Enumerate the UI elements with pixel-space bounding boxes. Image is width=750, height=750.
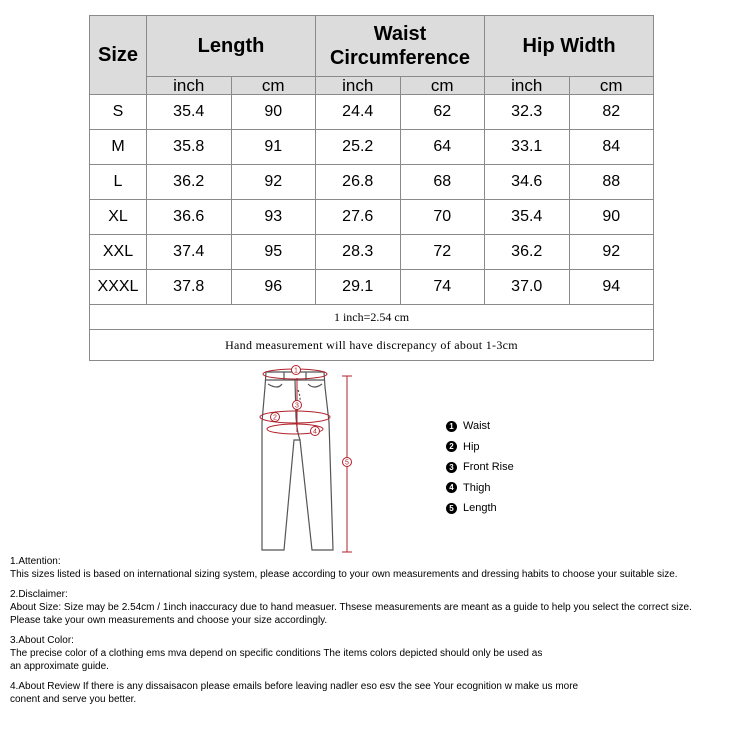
measurement-note: Hand measurement will have discrepancy of about 1-3cm	[90, 330, 654, 361]
note-title: 1.Attention:	[10, 556, 61, 567]
marker-5-icon	[343, 458, 352, 467]
pants-measurement-diagram	[240, 362, 370, 557]
waist-cm-cell: 70	[400, 200, 485, 235]
legend-item-thigh	[446, 478, 586, 499]
legend-label: Length	[463, 502, 497, 515]
size-chart-table	[89, 15, 654, 361]
table-row	[90, 165, 654, 200]
length-inch-cell: 35.4	[147, 95, 232, 130]
review-note	[10, 680, 745, 706]
length-inch-cell: 37.4	[147, 235, 232, 270]
table-row	[90, 200, 654, 235]
svg-text:5: 5	[345, 459, 349, 467]
table-row	[90, 235, 654, 270]
waist-header-line2: Circumference	[329, 47, 471, 69]
color-note	[10, 634, 745, 673]
hip-cm-cell: 94	[569, 270, 654, 305]
marker-3-icon	[293, 401, 302, 410]
marker-1-icon	[292, 366, 301, 375]
size-cell: XXXL	[90, 270, 147, 305]
size-cell: M	[90, 130, 147, 165]
note-line: This sizes listed is based on international sizing system, please according to your own measurements and dressing habits to choose your suitable size.	[10, 569, 678, 580]
waist-cm-cell: 74	[400, 270, 485, 305]
length-cm-cell: 93	[231, 200, 316, 235]
legend-label: Thigh	[463, 481, 491, 494]
note-title: 2.Disclaimer:	[10, 589, 68, 600]
table-row	[90, 130, 654, 165]
waist-inch-cell: 24.4	[316, 95, 401, 130]
unit-length-cm: cm	[231, 77, 316, 95]
number-4-icon: 4	[446, 482, 457, 493]
waist-inch-cell: 26.8	[316, 165, 401, 200]
marker-2-icon	[271, 413, 280, 422]
attention-note	[10, 555, 745, 581]
table-row	[90, 95, 654, 130]
length-cm-cell: 91	[231, 130, 316, 165]
hip-inch-cell: 34.6	[485, 165, 570, 200]
number-2-icon: 2	[446, 441, 457, 452]
hip-inch-cell: 32.3	[485, 95, 570, 130]
waist-inch-cell: 27.6	[316, 200, 401, 235]
legend-item-hip	[446, 437, 586, 458]
length-inch-cell: 36.6	[147, 200, 232, 235]
table-row	[90, 270, 654, 305]
waist-inch-cell: 25.2	[316, 130, 401, 165]
number-3-icon: 3	[446, 462, 457, 473]
hip-inch-cell: 37.0	[485, 270, 570, 305]
length-header: Length	[147, 16, 316, 77]
measurement-row	[90, 330, 654, 361]
unit-hip-cm: cm	[569, 77, 654, 95]
size-header: Size	[90, 16, 147, 95]
size-cell: XXL	[90, 235, 147, 270]
hip-inch-cell: 35.4	[485, 200, 570, 235]
length-inch-cell: 37.8	[147, 270, 232, 305]
note-line: conent and serve you better.	[10, 694, 137, 705]
legend-label: Hip	[463, 440, 480, 453]
legend-item-front-rise	[446, 457, 586, 478]
length-cm-cell: 96	[231, 270, 316, 305]
unit-waist-cm: cm	[400, 77, 485, 95]
svg-text:1: 1	[294, 367, 298, 375]
hip-inch-cell: 36.2	[485, 235, 570, 270]
number-1-icon: 1	[446, 421, 457, 432]
unit-waist-inch: inch	[316, 77, 401, 95]
length-cm-cell: 95	[231, 235, 316, 270]
header-row	[90, 16, 654, 77]
units-row	[90, 77, 654, 95]
marker-4-icon	[311, 427, 320, 436]
number-5-icon: 5	[446, 503, 457, 514]
length-inch-cell: 36.2	[147, 165, 232, 200]
unit-length-inch: inch	[147, 77, 232, 95]
waist-inch-cell: 28.3	[316, 235, 401, 270]
waist-cm-cell: 64	[400, 130, 485, 165]
svg-text:3: 3	[295, 402, 299, 410]
conversion-note: 1 inch=2.54 cm	[90, 305, 654, 330]
hip-cm-cell: 82	[569, 95, 654, 130]
conversion-row	[90, 305, 654, 330]
legend-label: Front Rise	[463, 461, 514, 474]
unit-hip-inch: inch	[485, 77, 570, 95]
note-line: an approximate guide.	[10, 661, 109, 672]
note-title: 3.About Color:	[10, 635, 74, 646]
length-inch-cell: 35.8	[147, 130, 232, 165]
note-line: Please take your own measurements and choose your size accordingly.	[10, 615, 328, 626]
waist-cm-cell: 72	[400, 235, 485, 270]
hip-header: Hip Width	[485, 16, 654, 77]
waist-cm-cell: 68	[400, 165, 485, 200]
length-cm-cell: 90	[231, 95, 316, 130]
hip-cm-cell: 84	[569, 130, 654, 165]
size-cell: L	[90, 165, 147, 200]
legend-label: Waist	[463, 420, 491, 433]
legend-item-length	[446, 498, 586, 519]
diagram-markers	[271, 366, 352, 467]
note-line: 4.About Review If there is any dissaisacon please emails before leaving nadler eso esv the see Your ecognition w make us more	[10, 681, 579, 692]
svg-text:2: 2	[273, 414, 277, 422]
hip-inch-cell: 33.1	[485, 130, 570, 165]
notes-section	[10, 555, 745, 713]
size-cell: XL	[90, 200, 147, 235]
measurement-legend	[446, 416, 586, 519]
length-cm-cell: 92	[231, 165, 316, 200]
waist-header-line1: Waist	[373, 23, 427, 45]
note-line: The precise color of a clothing ems mva depend on specific conditions The items colors depicted should only be used as	[10, 648, 543, 659]
hip-cm-cell: 88	[569, 165, 654, 200]
measure-lines	[260, 369, 352, 552]
legend-item-waist	[446, 416, 586, 437]
svg-text:4: 4	[313, 428, 317, 436]
note-line: About Size: Size may be 2.54cm / 1inch inaccuracy due to hand measuer. Thsese measurements are meant as a guide to help you select the correct size.	[10, 602, 692, 613]
waist-inch-cell: 29.1	[316, 270, 401, 305]
waist-cm-cell: 62	[400, 95, 485, 130]
hip-cm-cell: 92	[569, 235, 654, 270]
waist-header	[316, 16, 485, 77]
hip-cm-cell: 90	[569, 200, 654, 235]
size-cell: S	[90, 95, 147, 130]
disclaimer-note	[10, 588, 745, 627]
